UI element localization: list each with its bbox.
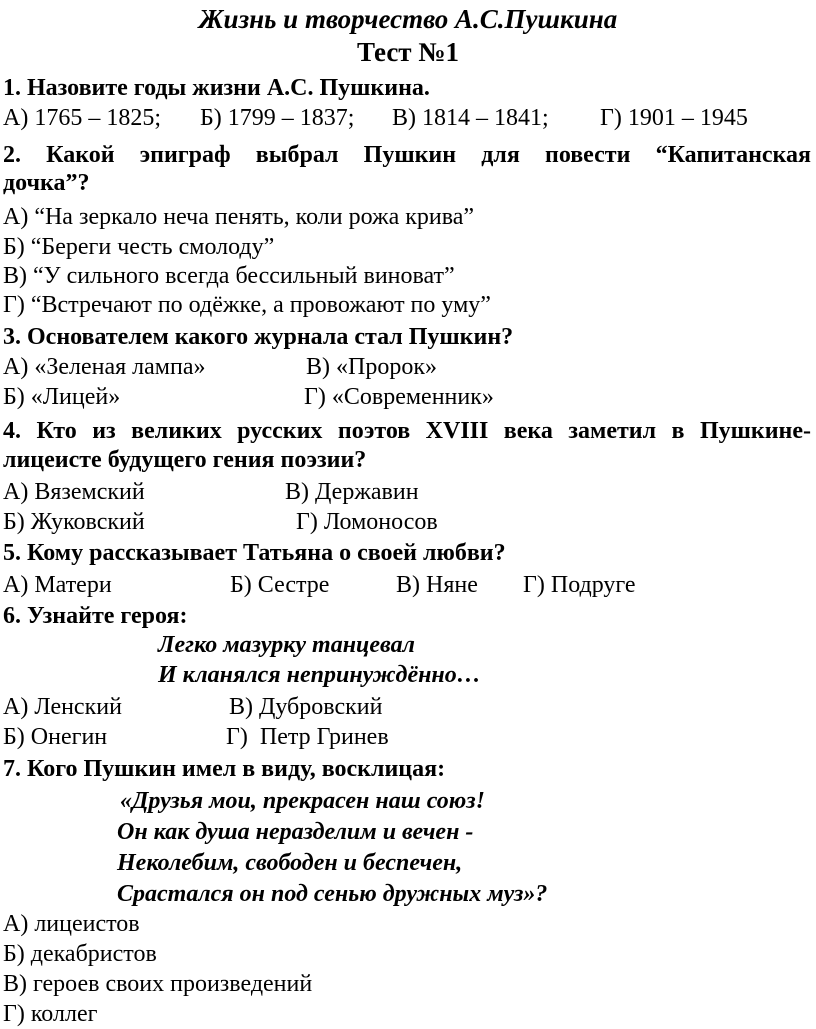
option-v: В) Дубровский [229,694,383,720]
option-b: Б) 1799 – 1837; [200,105,355,131]
option-b: Б) «Лицей» [3,384,121,410]
question-5-options [0,570,816,600]
verse-line-4: Срастался он под сенью дружных муз»? [117,881,548,907]
option-a: А) «Зеленая лампа» [3,354,206,380]
question-4-options-row-1 [0,477,816,507]
option-g: Г) «Современник» [304,384,494,410]
question-4-line-2: лицеисте будущего гения поэзии? [3,447,367,473]
question-4-line-1: 4. Кто из великих русских поэтов XVIII века заметил в Пушкине- [3,418,811,444]
page-subtitle: Тест №1 [357,37,459,67]
option-a: А) 1765 – 1825; [3,105,161,131]
page-title: Жизнь и творчество А.С.Пушкина [198,4,618,34]
question-1-options [0,103,816,133]
option-a: А) Вяземский [3,479,145,505]
verse-line-2: Он как душа неразделим и вечен - [117,819,474,845]
question-3: 3. Основателем какого журнала стал Пушкин? [3,324,514,350]
option-v: В) 1814 – 1841; [392,105,549,131]
question-7-option-g: Г) коллег [3,1001,98,1027]
option-g: Г) Подруге [523,572,636,598]
verse-line-2: И кланялся непринуждённо… [158,662,481,688]
question-1: 1. Назовите годы жизни А.С. Пушкина. [3,75,430,101]
question-3-options-row-2 [0,382,816,412]
option-b: Б) Сестре [230,572,330,598]
question-2-option-a: А) “На зеркало неча пенять, коли рожа крива” [3,204,475,230]
question-6: 6. Узнайте героя: [3,603,188,629]
question-7: 7. Кого Пушкин имел в виду, восклицая: [3,756,446,782]
option-v: В) «Пророк» [306,354,437,380]
option-g: Г) 1901 – 1945 [600,105,748,131]
question-2-option-v: В) “У сильного всегда бессильный виноват” [3,263,455,289]
verse-line-1: «Друзья мои, прекрасен наш союз! [120,788,485,814]
option-v: В) Державин [285,479,419,505]
question-2-line-2: дочка”? [3,170,90,196]
question-6-options-row-2 [0,722,816,752]
option-v: В) Няне [396,572,478,598]
question-4-options-row-2 [0,507,816,537]
verse-line-1: Легко мазурку танцевал [158,632,415,658]
option-g: Г) Петр Гринев [226,724,389,750]
verse-line-3: Неколебим, свободен и беспечен, [117,850,463,876]
question-5: 5. Кому рассказывает Татьяна о своей любви? [3,540,506,566]
question-7-option-v: В) героев своих произведений [3,971,313,997]
option-b: Б) Жуковский [3,509,145,535]
option-b: Б) Онегин [3,724,108,750]
question-2-option-g: Г) “Встречают по одёжке, а провожают по уму” [3,292,491,318]
option-g: Г) Ломоносов [296,509,438,535]
question-2-option-b: Б) “Береги честь смолоду” [3,234,275,260]
question-6-options-row-1 [0,692,816,722]
question-3-options-row-1 [0,352,816,382]
question-7-option-a: А) лицеистов [3,911,140,937]
question-2-line-1: 2. Какой эпиграф выбрал Пушкин для повести “Капитанская [3,142,811,168]
option-a: А) Ленский [3,694,122,720]
question-7-option-b: Б) декабристов [3,941,157,967]
option-a: А) Матери [3,572,112,598]
